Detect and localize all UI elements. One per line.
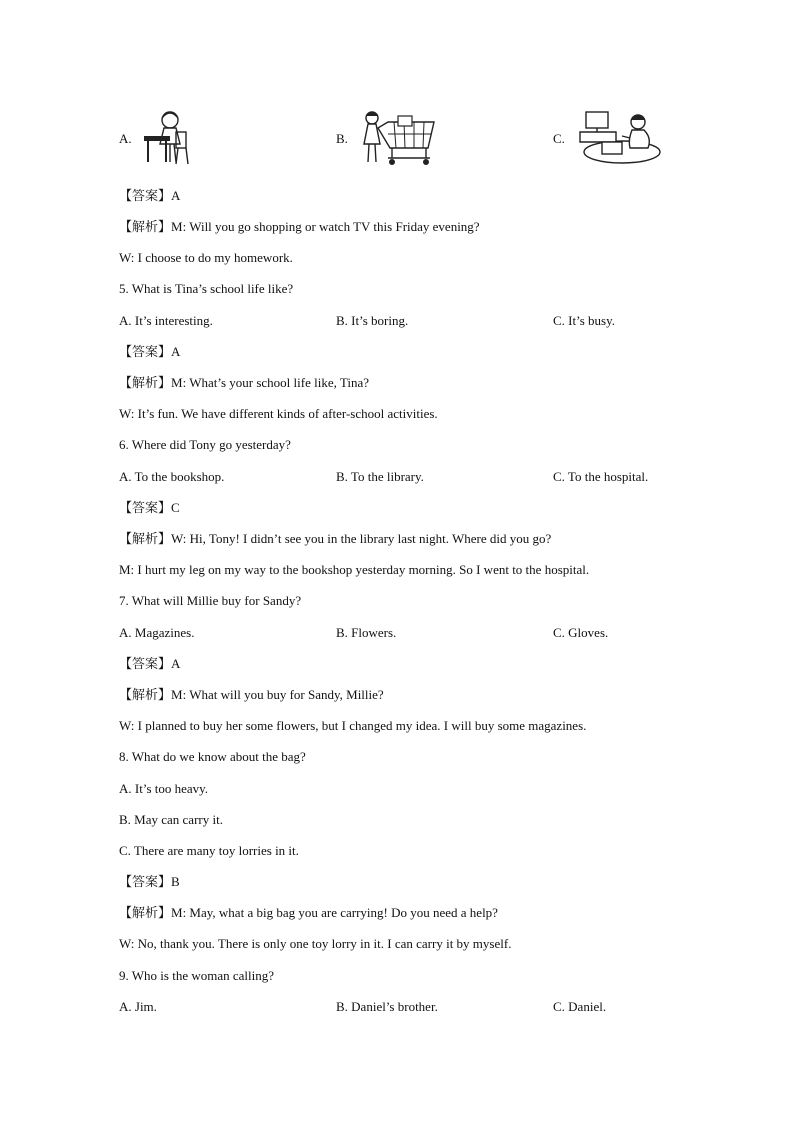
answer-value: A bbox=[171, 656, 181, 671]
answer-value: A bbox=[171, 188, 181, 203]
q7-option-b: B. Flowers. bbox=[336, 625, 397, 640]
q4-option-c-label: C. bbox=[553, 131, 565, 146]
q6-option-c: C. To the hospital. bbox=[553, 469, 649, 484]
analysis-tag: 【解析】 bbox=[119, 532, 172, 547]
q8-analysis bbox=[119, 905, 498, 922]
q4-analysis bbox=[119, 219, 480, 236]
girl-watching-tv-icon bbox=[572, 108, 662, 166]
q7-answer bbox=[119, 656, 180, 673]
q8-option-a: A. It’s too heavy. bbox=[119, 781, 209, 796]
answer-value: B bbox=[171, 874, 180, 889]
q4-option-b-label: B. bbox=[336, 131, 348, 146]
q6-answer bbox=[119, 500, 180, 517]
q9-option-b: B. Daniel’s brother. bbox=[336, 999, 438, 1014]
q5-answer bbox=[119, 344, 180, 361]
analysis-tag: 【解析】 bbox=[119, 376, 172, 391]
q4-option-a-label: A. bbox=[119, 131, 132, 146]
q7-option-c: C. Gloves. bbox=[553, 625, 609, 640]
girl-with-shopping-cart-icon bbox=[358, 108, 440, 166]
q5-question: 5. What is Tina’s school life like? bbox=[119, 281, 294, 296]
q9-option-a: A. Jim. bbox=[119, 999, 157, 1014]
dialogue-line: W: I choose to do my homework. bbox=[119, 250, 293, 265]
q6-question: 6. Where did Tony go yesterday? bbox=[119, 437, 291, 452]
q5-option-b: B. It’s boring. bbox=[336, 313, 409, 328]
dialogue-line: W: No, thank you. There is only one toy lorry in it. I can carry it by myself. bbox=[119, 936, 512, 951]
dialogue-line: M: What will you buy for Sandy, Millie? bbox=[171, 687, 384, 702]
q5-analysis bbox=[119, 375, 369, 392]
analysis-tag: 【解析】 bbox=[119, 906, 172, 921]
answer-tag: 【答案】 bbox=[119, 875, 172, 890]
q4-answer bbox=[119, 188, 180, 205]
q8-option-c: C. There are many toy lorries in it. bbox=[119, 843, 299, 858]
q5-option-c: C. It’s busy. bbox=[553, 313, 615, 328]
girl-at-desk-icon bbox=[140, 106, 194, 166]
answer-value: A bbox=[171, 344, 181, 359]
answer-value: C bbox=[171, 500, 180, 515]
dialogue-line: W: I planned to buy her some flowers, but I changed my idea. I will buy some magazines. bbox=[119, 718, 587, 733]
dialogue-line: W: It’s fun. We have different kinds of after-school activities. bbox=[119, 406, 438, 421]
dialogue-line: M: What’s your school life like, Tina? bbox=[171, 375, 370, 390]
q7-question: 7. What will Millie buy for Sandy? bbox=[119, 593, 302, 608]
q6-option-a: A. To the bookshop. bbox=[119, 469, 225, 484]
answer-tag: 【答案】 bbox=[119, 189, 172, 204]
analysis-tag: 【解析】 bbox=[119, 220, 172, 235]
answer-tag: 【答案】 bbox=[119, 501, 172, 516]
answer-tag: 【答案】 bbox=[119, 657, 172, 672]
dialogue-line: M: May, what a big bag you are carrying! Do you need a help? bbox=[171, 905, 498, 920]
q5-option-a: A. It’s interesting. bbox=[119, 313, 213, 328]
q8-answer bbox=[119, 874, 180, 891]
q9-option-c: C. Daniel. bbox=[553, 999, 607, 1014]
q6-option-b: B. To the library. bbox=[336, 469, 424, 484]
q6-analysis bbox=[119, 531, 551, 548]
q8-option-b: B. May can carry it. bbox=[119, 812, 223, 827]
analysis-tag: 【解析】 bbox=[119, 688, 172, 703]
dialogue-line: M: I hurt my leg on my way to the bookshop yesterday morning. So I went to the hospital. bbox=[119, 562, 590, 577]
dialogue-line: M: Will you go shopping or watch TV this Friday evening? bbox=[171, 219, 480, 234]
q9-question: 9. Who is the woman calling? bbox=[119, 968, 275, 983]
dialogue-line: W: Hi, Tony! I didn’t see you in the library last night. Where did you go? bbox=[171, 531, 552, 546]
q7-analysis bbox=[119, 687, 384, 704]
q7-option-a: A. Magazines. bbox=[119, 625, 195, 640]
q8-question: 8. What do we know about the bag? bbox=[119, 749, 306, 764]
answer-tag: 【答案】 bbox=[119, 345, 172, 360]
